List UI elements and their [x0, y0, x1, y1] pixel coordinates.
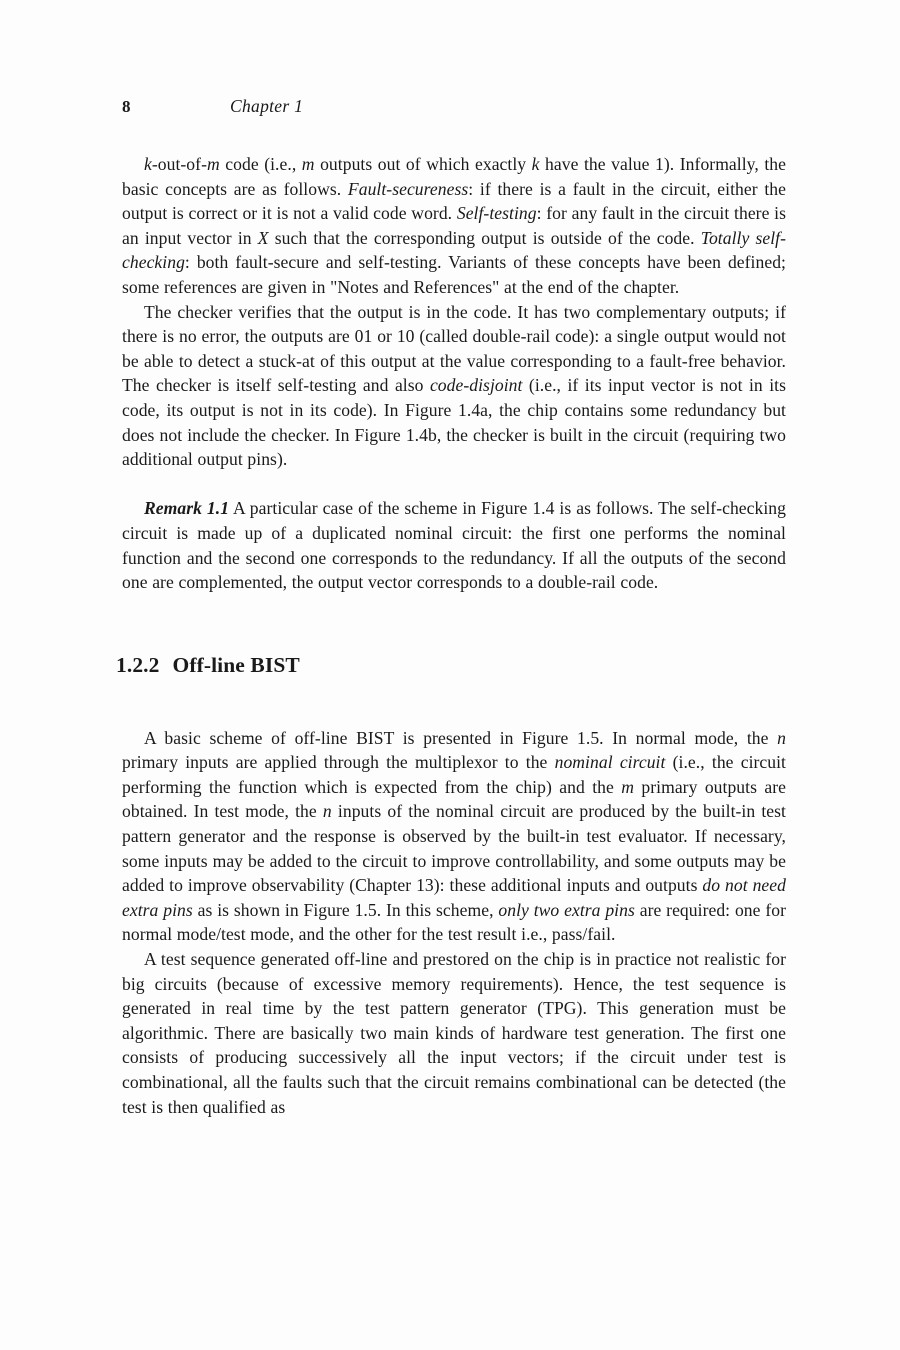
p1-run2: -out-of- [151, 154, 207, 174]
var-k-1: k [144, 154, 152, 174]
paragraph-bist-scheme [122, 726, 786, 947]
section-heading-1-2-2 [116, 651, 786, 679]
p2-run1: The checker verifies that the output is in the code. It has two complementary outputs; if there is no error, the outputs are 01 or 10 (called double-rail code): a single output would not be able to detect a stuck-at of this output at the value corresponding to a fault-free behavior. The checker is itself self-testing and also [122, 301, 786, 396]
p1-run16: : both fault-secure and self-testing. Variants of these concepts have been defined; some references are given in "Notes and References" at the end of the chapter. [122, 252, 786, 297]
var-n-2: n [322, 801, 332, 822]
term-totally-self-checking: Totally self-checking [122, 227, 786, 273]
remark-label: Remark 1.1 [144, 498, 230, 519]
running-head [122, 96, 786, 122]
p1-run10: : if there is a fault in the circuit, either the output is correct or it is not a valid code word. [122, 178, 786, 224]
term-fault-secureness: Fault-secureness [347, 178, 469, 199]
p3-run7: primary outputs are obtained. In test mode, the [122, 776, 786, 822]
var-k-2: k [531, 154, 540, 174]
page-number: 8 [122, 97, 131, 116]
p1-run8: have the value 1). Informally, the basic concepts are as follows. [122, 154, 786, 199]
term-code-disjoint: code-disjoint [429, 375, 523, 396]
term-self-testing: Self-testing [456, 203, 537, 224]
chapter-label: Chapter 1 [230, 96, 304, 116]
var-m-2: m [301, 154, 315, 174]
p1-run14: such that the corresponding output is outside of the code. [268, 227, 701, 248]
p3-run9: inputs of the nominal circuit are produced by the built-in test pattern generator and the response is observed by the built-in test evaluator. If necessary, some inputs may be added to the circuit to improve controllability, and some outputs may be added to improve observability (Chapter 13): these additional inputs and outputs [122, 801, 786, 896]
p1-run12: : for any fault in the circuit there is an input vector in [122, 203, 787, 248]
p1-run4: code (i.e., [219, 154, 302, 174]
var-n-1: n [777, 727, 786, 748]
p3-run13: are required: one for normal mode/test mode, and the other for the test result i.e., pass/fail. [122, 899, 787, 945]
p3-run3: primary inputs are applied through the multiplexor to the [122, 752, 555, 773]
heading-space-above [122, 595, 786, 651]
paragraph-checker [122, 300, 786, 472]
var-x: X [257, 227, 269, 248]
p3-run1: A basic scheme of off-line BIST is presented in Figure 1.5. In normal mode, the [144, 727, 778, 748]
p2-run3: (i.e., if its input vector is not in its code, its output is not in its code). In Figure 1.4a, the chip contains some redundancy but does not include the checker. In Figure 1.4b, the checker is built in the circuit (requiring two additional output pins). [122, 375, 786, 470]
p3-run5: (i.e., the circuit performing the function which is expected from the chip) and the [122, 752, 786, 797]
section-title: Off-line BIST [172, 652, 300, 677]
term-only-two-extra-pins: only two extra pins [498, 899, 635, 920]
paragraph-fault-secureness [122, 152, 786, 300]
section-number: 1.2.2 [116, 652, 160, 677]
var-m-1: m [206, 154, 220, 174]
term-nominal-circuit: nominal circuit [554, 752, 666, 773]
paragraph-remark-1-1 [122, 496, 786, 594]
heading-space-below [122, 679, 786, 726]
p1-run6: outputs out of which exactly [314, 154, 532, 174]
remark-text: A particular case of the scheme in Figure 1.4 is as follows. The self-checking circuit is made up of a duplicated nominal circuit: the first one performs the nominal function and the second one corresponds to the redundancy. If all the outputs of the second one are complemented, the output vector corresponds to a double-rail code. [122, 498, 787, 593]
text-column [116, 152, 787, 1119]
term-no-extra-pins: do not need extra pins [122, 875, 786, 920]
var-m-3: m [621, 776, 634, 797]
paragraph-test-sequence: A test sequence generated off-line and prestored on the chip is in practice not realistic for big circuits (because of excessive memory requirements). Hence, the test sequence is generated in real time by the test pattern generator (TPG). This generation must be algorithmic. There are basically two main kinds of hardware test generation. The first one consists of producing successively all the input vectors; if the circuit under test is combinational, all the faults such that the circuit remains combinational can be detected (the test is then qualified as [122, 949, 786, 1117]
p3-run11: as is shown in Figure 1.5. In this scheme, [192, 899, 499, 920]
